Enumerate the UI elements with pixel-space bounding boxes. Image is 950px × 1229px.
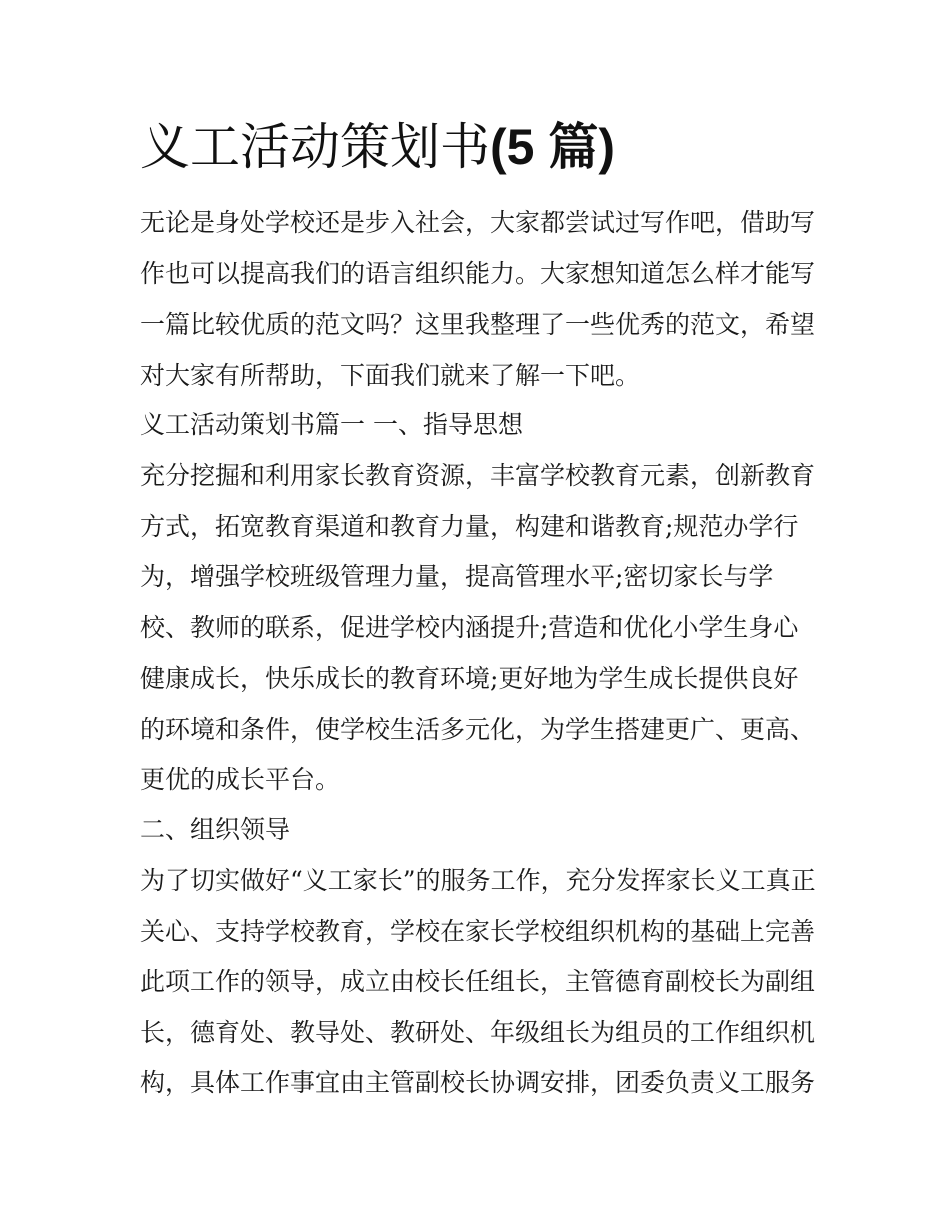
body-line-6: 充分挖掘和利用家长教育资源，丰富学校教育元素，创新教育 bbox=[140, 461, 816, 490]
body-line-8: 为，增强学校班级管理力量，提高管理水平;密切家长与学 bbox=[140, 562, 774, 591]
body-line-17: 长，德育处、教导处、教研处、年级组长为组员的工作组织机 bbox=[140, 1018, 816, 1047]
section-heading-2: 二、组织领导 bbox=[140, 815, 291, 844]
section-heading-1: 义工活动策划书篇一 一、指导思想 bbox=[140, 410, 523, 439]
body-line-1: 无论是身处学校还是步入社会，大家都尝试过写作吧，借助写 bbox=[140, 208, 816, 237]
body-line-14: 为了切实做好“义工家长”的服务工作，充分发挥家长义工真正 bbox=[140, 866, 816, 895]
body-line-15: 关心、支持学校教育，学校在家长学校组织机构的基础上完善 bbox=[140, 917, 816, 946]
body-line-9: 校、教师的联系，促进学校内涵提升;营造和优化小学生身心 bbox=[140, 613, 799, 642]
title-text: 义工活动策划书 bbox=[140, 118, 490, 176]
document-title bbox=[140, 112, 615, 182]
body-line-2: 作也可以提高我们的语言组织能力。大家想知道怎么样才能写 bbox=[140, 259, 816, 288]
body-line-7: 方式，拓宽教育渠道和教育力量，构建和谐教育;规范办学行 bbox=[140, 512, 799, 541]
body-line-16: 此项工作的领导，成立由校长任组长，主管德育副校长为副组 bbox=[140, 967, 816, 996]
body-line-10: 健康成长，快乐成长的教育环境;更好地为学生成长提供良好 bbox=[140, 664, 799, 693]
body-line-4: 对大家有所帮助，下面我们就来了解一下吧。 bbox=[140, 361, 641, 390]
body-line-18: 构，具体工作事宜由主管副校长协调安排，团委负责义工服务 bbox=[140, 1068, 816, 1097]
body-line-11: 的环境和条件，使学校生活多元化，为学生搭建更广、更高、 bbox=[140, 715, 816, 744]
body-line-3: 一篇比较优质的范文吗？这里我整理了一些优秀的范文，希望 bbox=[140, 310, 816, 339]
title-count: (5 篇) bbox=[490, 119, 615, 175]
body-line-12: 更优的成长平台。 bbox=[140, 765, 341, 794]
